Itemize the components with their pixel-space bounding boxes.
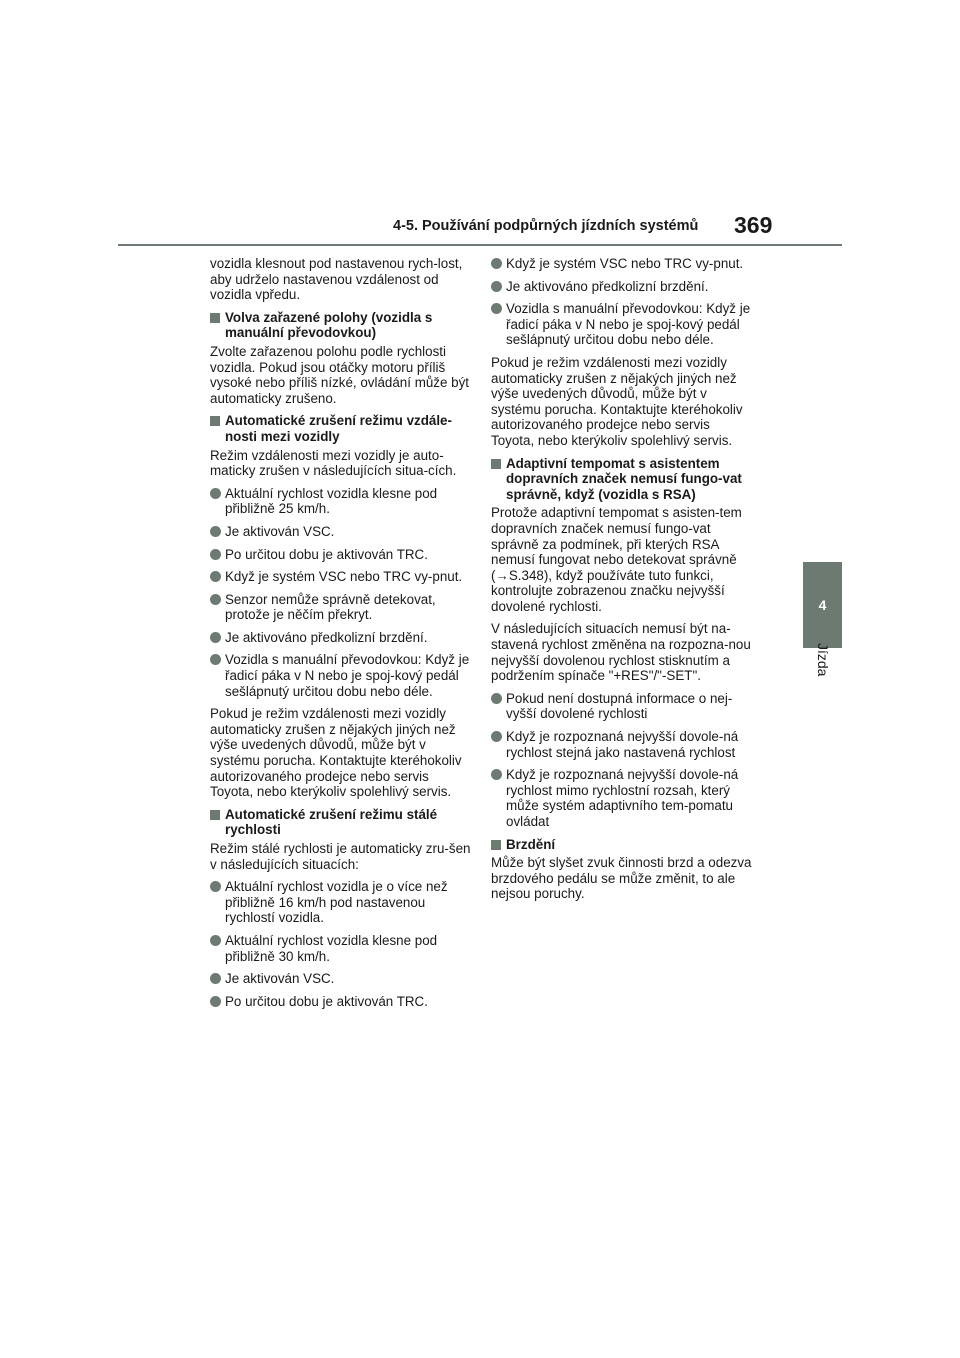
paragraph: V následujících situacích nemusí být na-stavená rychlost změněna na rozpozna-nou nejvyšší dovolenou rychlost stisknutím a podržením spínače "+RES"/"-SET". <box>491 621 751 684</box>
section-heading <box>210 310 472 341</box>
bullet-dot-icon <box>210 526 221 537</box>
bullet-item <box>491 691 755 722</box>
bullet-item <box>210 547 472 563</box>
section-heading <box>491 456 755 503</box>
bullet-text: Senzor nemůže správně detekovat, protože je něčím překryt. <box>225 591 436 623</box>
bullet-text: Aktuální rychlost vozidla klesne pod přibližně 25 km/h. <box>225 485 438 517</box>
bullet-item <box>210 971 472 987</box>
section-heading <box>210 413 472 444</box>
bullet-item <box>210 652 472 699</box>
bullet-item <box>210 592 472 623</box>
heading-text: Automatické zrušení režimu vzdále-nosti mezi vozidly <box>225 413 452 444</box>
bullet-item <box>210 486 472 517</box>
bullet-dot-icon <box>210 935 221 946</box>
bullet-dot-icon <box>491 769 502 780</box>
section-heading <box>210 807 472 838</box>
bullet-item <box>491 767 755 829</box>
bullet-item <box>491 301 755 348</box>
bullet-text: Když je systém VSC nebo TRC vy-pnut. <box>506 256 744 271</box>
bullet-text: Vozidla s manuální převodovkou: Když je řadicí páka v N nebo je spoj-kový pedál sešlápnutý určitou dobu nebo déle. <box>506 301 751 348</box>
square-marker-icon <box>491 840 501 850</box>
bullet-item <box>491 729 755 760</box>
square-marker-icon <box>210 810 220 820</box>
bullet-text: Je aktivován VSC. <box>225 971 335 987</box>
bullet-item <box>210 879 472 926</box>
section-title: 4-5. Používání podpůrných jízdních systémů <box>393 218 699 234</box>
paragraph: Pokud je režim vzdálenosti mezi vozidly automaticky zrušen z nějakých jiných než výše uvedených důvodů, může být v systému porucha. Kontaktujte kteréhokoliv autorizovaného prodejce nebo servis Toyota, nebo kterýkoliv spolehlivý servis. <box>210 706 462 800</box>
bullet-item <box>210 630 472 646</box>
bullet-item <box>491 279 755 295</box>
paragraph: Protože adaptivní tempomat s asisten-tem dopravních značek nemusí fungo-vat správně za podmínek, při kterých RSA nemusí fungovat nebo detekovat správně (→S.348), když používáte tuto funkci, kontrolujte zobrazenou značku nejvyšší dovolené rychlosti. <box>491 505 742 614</box>
bullet-dot-icon <box>210 488 221 499</box>
heading-text: Volva zařazené polohy (vozidla s manuální převodovkou) <box>225 309 433 341</box>
page-number: 369 <box>734 212 773 238</box>
bullet-item <box>210 933 472 964</box>
bullet-dot-icon <box>210 549 221 560</box>
square-marker-icon <box>210 416 220 426</box>
heading-text: Adaptivní tempomat s asistentem dopravních značek nemusí fungo-vat správně, když (vozidla s RSA) <box>506 455 742 502</box>
square-marker-icon <box>491 459 501 469</box>
paragraph: Režim stálé rychlosti je automaticky zru-šen v následujících situacích: <box>210 841 471 872</box>
chapter-number: 4 <box>818 597 827 613</box>
bullet-item <box>491 256 755 272</box>
bullet-text: Je aktivováno předkolizní brzdění. <box>225 629 428 645</box>
bullet-dot-icon <box>210 996 221 1007</box>
bullet-dot-icon <box>491 281 502 292</box>
paragraph: Zvolte zařazenou polohu podle rychlosti vozidla. Pokud jsou otáčky motoru příliš vysoké nebo příliš nízké, ovládání může být automaticky zrušeno. <box>210 343 470 406</box>
bullet-text: Když je systém VSC nebo TRC vy-pnut. <box>225 569 463 585</box>
bullet-dot-icon <box>210 973 221 984</box>
bullet-item <box>210 569 472 585</box>
section-heading <box>491 837 755 853</box>
bullet-text: Po určitou dobu je aktivován TRC. <box>225 546 428 562</box>
bullet-item <box>210 524 472 540</box>
paragraph: Pokud je režim vzdálenosti mezi vozidly automaticky zrušen z nějakých jiných než výše uvedených důvodů, může být v systému porucha. Kontaktujte kteréhokoliv autorizovaného prodejce nebo servis Toyota, nebo kterýkoliv spolehlivý servis. <box>491 354 743 448</box>
bullet-text: Je aktivováno předkolizní brzdění. <box>506 278 709 294</box>
bullet-dot-icon <box>210 632 221 643</box>
square-marker-icon <box>210 313 220 323</box>
bullet-text: Aktuální rychlost vozidla je o více než přibližně 16 km/h pod nastavenou rychlostí vozidla. <box>225 879 448 926</box>
heading-text: Brzdění <box>506 836 556 852</box>
bullet-dot-icon <box>491 693 502 704</box>
bullet-text: Je aktivován VSC. <box>225 523 335 539</box>
bullet-text: Když je rozpoznaná nejvyšší dovole-ná rychlost mimo rychlostní rozsah, který může systém adaptivního tem-pomatu ovládat <box>506 767 739 829</box>
paragraph: Může být slyšet zvuk činnosti brzd a odezva brzdového pedálu se může změnit, to ale nejsou poruchy. <box>491 855 752 902</box>
paragraph: Režim vzdálenosti mezi vozidly je auto-maticky zrušen v následujících situa-cích. <box>210 447 457 479</box>
bullet-dot-icon <box>210 594 221 605</box>
bullet-dot-icon <box>491 258 502 269</box>
heading-text: Automatické zrušení režimu stálé rychlosti <box>225 806 438 838</box>
left-column <box>210 256 472 1016</box>
chapter-label: Jízda <box>815 643 831 677</box>
bullet-dot-icon <box>210 654 221 665</box>
bullet-dot-icon <box>491 731 502 742</box>
bullet-text: Aktuální rychlost vozidla klesne pod přibližně 30 km/h. <box>225 932 438 964</box>
header-divider <box>118 244 842 246</box>
bullet-dot-icon <box>491 303 502 314</box>
paragraph: vozidla klesnout pod nastavenou rych-lost, aby udrželo nastavenou vzdálenost od vozidla vpředu. <box>210 256 463 303</box>
bullet-text: Vozidla s manuální převodovkou: Když je řadicí páka v N nebo je spoj-kový pedál sešlápnutý určitou dobu nebo déle. <box>225 652 470 699</box>
bullet-dot-icon <box>210 881 221 892</box>
bullet-text: Pokud není dostupná informace o nej-vyšší dovolené rychlosti <box>506 690 733 722</box>
bullet-text: Po určitou dobu je aktivován TRC. <box>225 993 428 1009</box>
bullet-text: Když je rozpoznaná nejvyšší dovole-ná rychlost stejná jako nastavená rychlost <box>506 729 739 760</box>
bullet-dot-icon <box>210 571 221 582</box>
bullet-item <box>210 994 472 1010</box>
right-column <box>491 256 755 909</box>
